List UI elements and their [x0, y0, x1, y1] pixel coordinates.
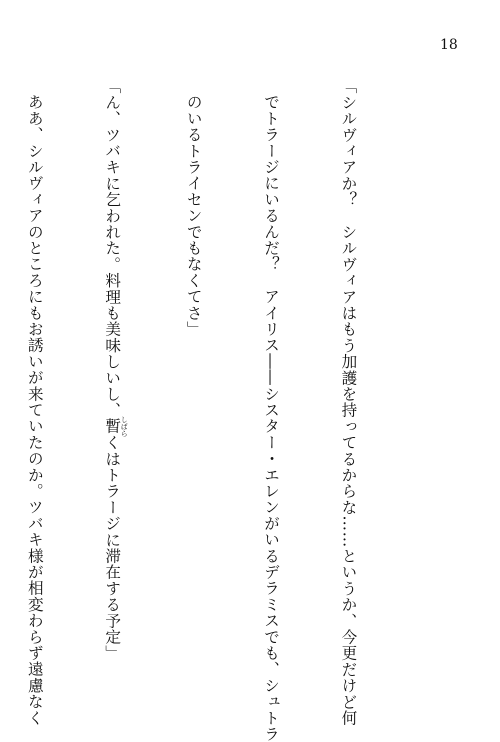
furigana	[103, 415, 129, 437]
text-segment: くはトラージに滞在する予定」	[103, 434, 122, 662]
text-line: ああ、シルヴィアのところにもお誘いが来ていたのか。ツバキ様が相変わらず遠慮なく	[25, 93, 44, 726]
vertical-text-body	[0, 78, 412, 742]
text-line: 「シルヴィアか？ シルヴィアはもう加護を持ってるからな……というか、今更だけど何	[339, 78, 358, 726]
text-line: でトラージにいるんだ？ アイリス――シスター・エレンがいるデラミスでも、シュトラ	[262, 93, 281, 742]
ruby-base: 暫	[103, 415, 122, 437]
text-line: のいるトライセンでもなくてさ」	[184, 93, 203, 337]
ruby-text: しばら	[120, 415, 129, 437]
text-segment: 「ん、ツバキに乞われた。料理も美味しいし、	[103, 78, 122, 419]
page-number: 18	[440, 37, 458, 53]
text-line	[98, 78, 128, 668]
